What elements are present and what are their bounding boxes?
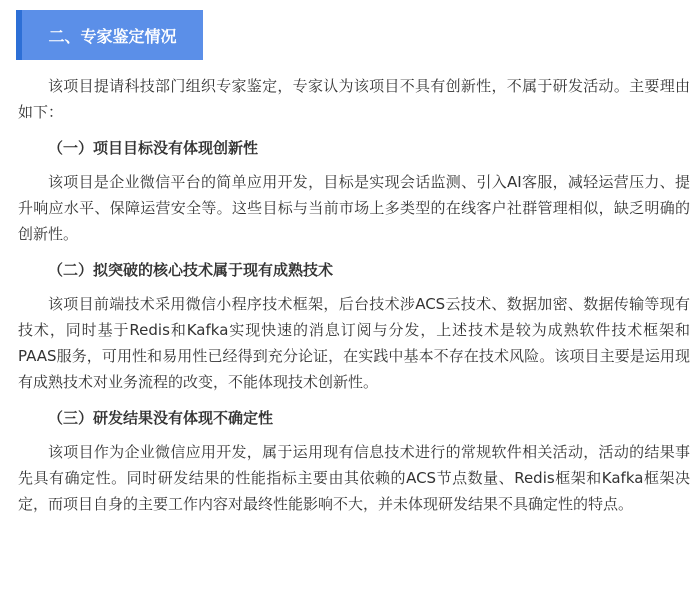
- section-header: [16, 10, 203, 60]
- point-1-body: 该项目是企业微信平台的简单应用开发，目标是实现会话监测、引入AI客服，减轻运营压力、提升响应水平、保障运营安全等。这些目标与当前市场上多类型的在线客户社群管理相似，缺乏明确的创新性。: [18, 173, 690, 243]
- document-body: [18, 73, 690, 521]
- point-3-heading: （三）研发结果没有体现不确定性: [48, 409, 274, 427]
- point-3-body: 该项目作为企业微信应用开发，属于运用现有信息技术进行的常规软件相关活动，活动的结果事先具有确定性。同时研发结果的性能指标主要由其依赖的ACS节点数量、Redis框架和Kafka框架决定，而项目自身的主要工作内容对最终性能影响不大，并未体现研发结果不具确定性的特点。: [18, 443, 690, 513]
- point-2-body: 该项目前端技术采用微信小程序技术框架，后台技术涉ACS云技术、数据加密、数据传输等现有技术，同时基于Redis和Kafka实现快速的消息订阅与分发，上述技术是较为成熟软件技术框架和PAAS服务，可用性和易用性已经得到充分论证，在实践中基本不存在技术风险。该项目主要是运用现有成熟技术对业务流程的改变，不能体现技术创新性。: [18, 295, 690, 391]
- point-1-heading: （一）项目目标没有体现创新性: [48, 139, 259, 157]
- section-title: 二、专家鉴定情况: [22, 10, 203, 60]
- intro-paragraph: 该项目提请科技部门组织专家鉴定，专家认为该项目不具有创新性，不属于研发活动。主要理由如下：: [18, 77, 690, 121]
- point-2-heading: （二）拟突破的核心技术属于现有成熟技术: [48, 261, 334, 279]
